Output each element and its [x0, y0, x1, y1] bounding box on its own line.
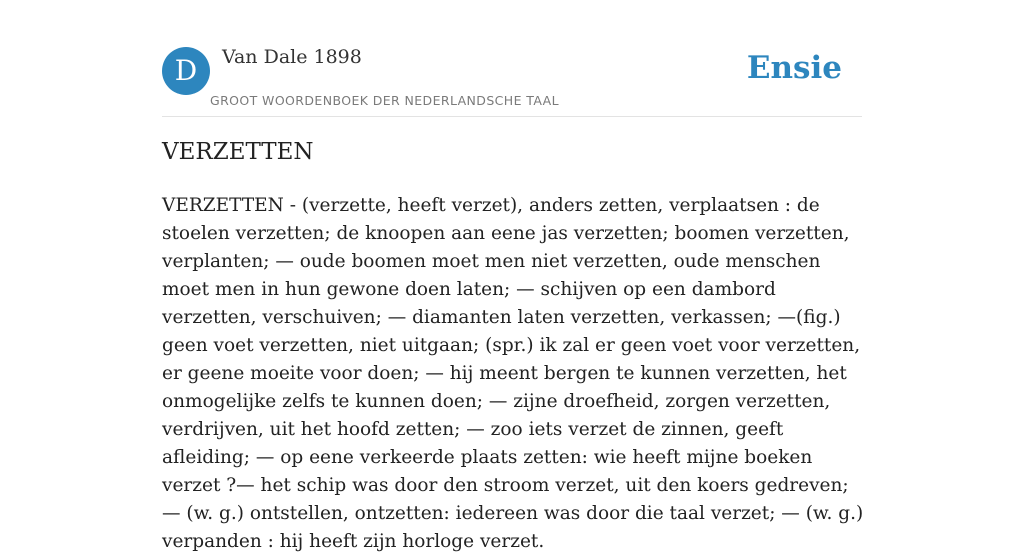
dictionary-subtitle: GROOT WOORDENBOEK DER NEDERLANDSCHE TAAL	[210, 93, 559, 108]
dictionary-title[interactable]: Van Dale 1898	[222, 46, 362, 68]
dictionary-header	[162, 46, 862, 117]
entry-headword: VERZETTEN	[162, 139, 314, 165]
dictionary-logo[interactable]: D	[162, 47, 210, 95]
entry-definition: VERZETTEN - (verzette, heeft verzet), anders zetten, verplaatsen : de stoelen verzetten; de knoopen aan eene jas verzetten; boomen verzetten, verplanten; — oude boomen moet men niet verzetten, oude menschen moet men in hun gewone doen laten; — schijven op een dambord verzetten, verschuiven; — diamanten laten verzetten, verkassen; —(fig.) geen voet verzetten, niet uitgaan; (spr.) ik zal er geen voet voor verzetten, er geene moeite voor doen; — hij meent bergen te kunnen verzetten, het onmogelijke zelfs te kunnen doen; — zijne droefheid, zorgen verzetten, verdrijven, uit het hoofd zetten; — zoo iets verzet de zinnen, geeft afleiding; — op eene verkeerde plaats zetten: wie heeft mijne boeken verzet ?— het schip was door den stroom verzet, uit den koers gedreven; — (w. g.) ontstellen, ontzetten: iedereen was door die taal verzet; — (w. g.) verpanden : hij heeft zijn horloge verzet.	[162, 195, 864, 552]
ensie-brand-logo[interactable]: Ensie	[746, 50, 842, 86]
